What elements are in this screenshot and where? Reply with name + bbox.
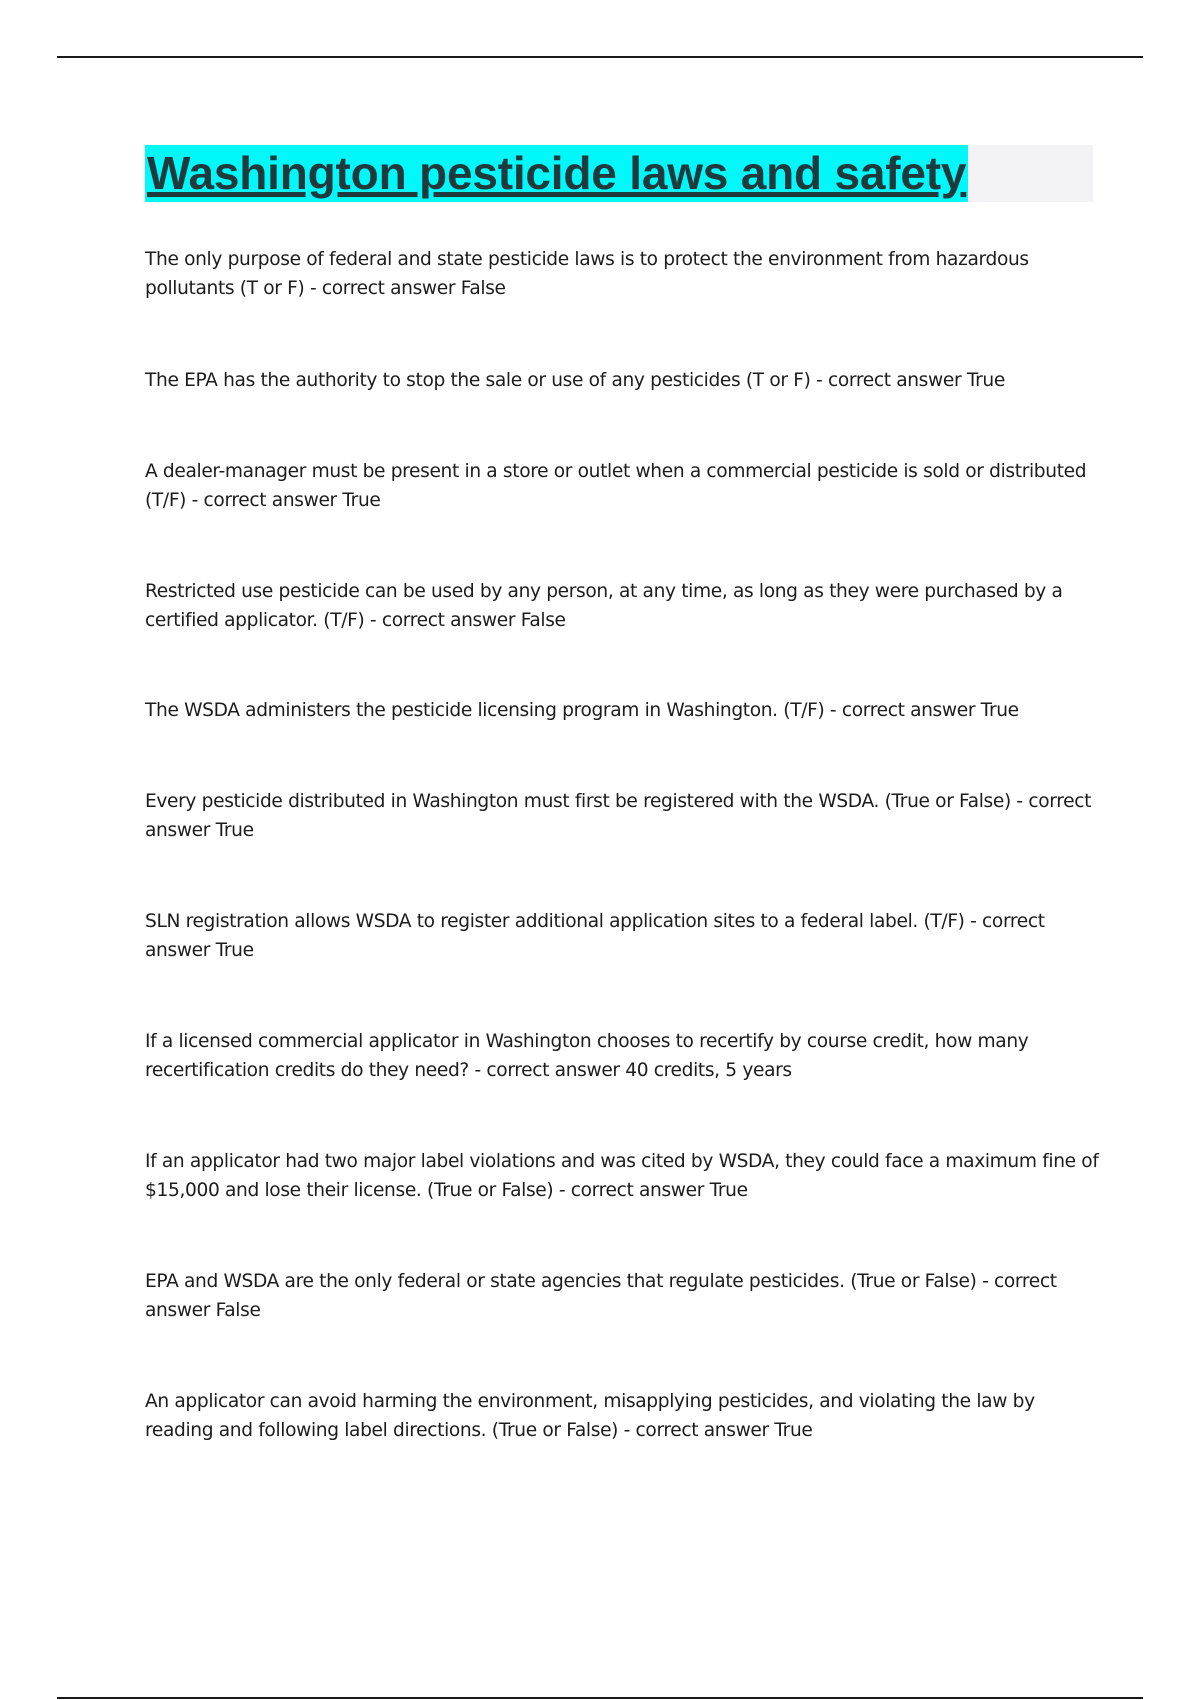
footer-rule (57, 1697, 1143, 1699)
qa-item: An applicator can avoid harming the environment, misapplying pesticides, and violating the law by reading and following label directions. (True or False) - correct answer True (145, 1391, 1035, 1441)
qa-item: EPA and WSDA are the only federal or state agencies that regulate pesticides. (True or False) - correct answer False (145, 1271, 1057, 1321)
title-band (145, 145, 1093, 202)
header-rule (57, 56, 1143, 58)
qa-item: A dealer-manager must be present in a store or outlet when a commercial pesticide is sold or distributed (T/F) - correct answer True (145, 461, 1087, 511)
qa-item: Every pesticide distributed in Washington must first be registered with the WSDA. (True or False) - correct answer True (145, 791, 1092, 841)
qa-item: Restricted use pesticide can be used by any person, at any time, as long as they were purchased by a certified applicator. (T/F) - correct answer False (145, 581, 1063, 631)
qa-item: The WSDA administers the pesticide licensing program in Washington. (T/F) - correct answer True (145, 700, 1019, 721)
qa-item: SLN registration allows WSDA to register additional application sites to a federal label. (T/F) - correct answer True (145, 911, 1045, 961)
qa-item: If a licensed commercial applicator in Washington chooses to recertify by course credit, how many recertification credits do they need? - correct answer 40 credits, 5 years (145, 1031, 1029, 1081)
qa-item: The EPA has the authority to stop the sale or use of any pesticides (T or F) - correct answer True (145, 370, 1005, 391)
document-title: Washington pesticide laws and safety (145, 145, 968, 202)
qa-item: The only purpose of federal and state pesticide laws is to protect the environment from hazardous pollutants (T or F) - correct answer False (145, 249, 1029, 299)
qa-item: If an applicator had two major label violations and was cited by WSDA, they could face a maximum fine of $15,000 and lose their license. (True or False) - correct answer True (145, 1151, 1099, 1201)
